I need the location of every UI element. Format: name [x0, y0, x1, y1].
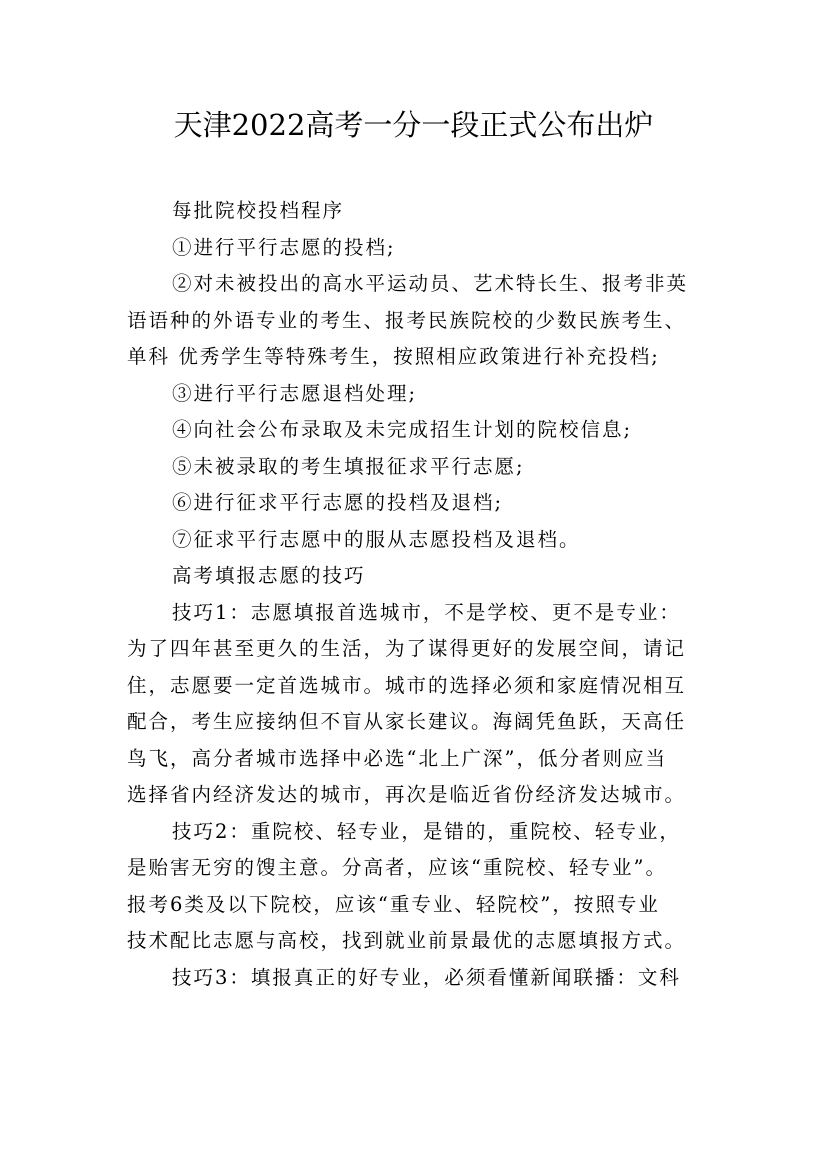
text-line: ⑤未被录取的考生填报征求平行志愿; — [172, 454, 525, 478]
paragraph-3 — [127, 266, 717, 376]
text-line: ⑦征求平行志愿中的服从志愿投档及退档。 — [172, 527, 581, 551]
paragraph-12 — [127, 960, 717, 997]
paragraph-6 — [127, 449, 717, 486]
text-line: 是贻害无穷的馊主意。分高者，应该“重院校、轻专业”。 — [127, 856, 667, 879]
text-line: 技术配比志愿与高校，找到就业前景最优的志愿填报方式。 — [127, 929, 687, 952]
text-line: ②对未被投出的高水平运动员、艺术特长生、报考非英 — [172, 272, 689, 295]
paragraph-2 — [127, 230, 717, 267]
paragraph-4 — [127, 376, 717, 413]
text-line: 单科 优秀学生等特殊考生，按照相应政策进行补充投档; — [127, 345, 660, 368]
text-line: 语语种的外语专业的考生、报考民族院校的少数民族考生、 — [127, 308, 687, 332]
paragraph-10 — [127, 595, 717, 814]
text-line: 技巧3：填报真正的好专业，必须看懂新闻联播：文科 — [172, 965, 681, 989]
text-line: 技巧2：重院校、轻专业，是错的，重院校、轻专业， — [172, 819, 681, 843]
paragraph-11 — [127, 814, 717, 960]
text-line: 为了四年甚至更久的生活，为了谋得更好的发展空间，请记 — [127, 637, 687, 660]
paragraph-9 — [127, 558, 717, 595]
paragraph-5 — [127, 412, 717, 449]
text-line: ①进行平行志愿的投档; — [172, 235, 396, 259]
text-line: 每批院校投档程序 — [172, 199, 345, 222]
text-line: ④向社会公布录取及未完成招生计划的院校信息; — [172, 418, 633, 441]
document-title: 天津2022高考一分一段正式公布出炉 — [173, 108, 654, 142]
document-body — [127, 193, 717, 996]
text-line: 鸟飞，高分者城市选择中必选“北上广深”，低分者则应当 — [127, 746, 667, 770]
text-line: 高考填报志愿的技巧 — [172, 564, 366, 587]
text-line: 配合，考生应接纳但不盲从家长建议。海阔凭鱼跃，天高任 — [127, 710, 687, 733]
text-line: 住，志愿要一定首选城市。城市的选择必须和家庭情况相互 — [127, 673, 687, 697]
text-line: 技巧1：志愿填报首选城市，不是学校、更不是专业： — [172, 600, 681, 624]
paragraph-7 — [127, 485, 717, 522]
text-line: 选择省内经济发达的城市，再次是临近省份经济发达城市。 — [127, 783, 687, 806]
text-line: 报考6类及以下院校，应该“重专业、轻院校”，按照专业 — [127, 892, 660, 916]
text-line: ⑥进行征求平行志愿的投档及退档; — [172, 491, 504, 514]
paragraph-8 — [127, 522, 717, 559]
paragraph-1 — [127, 193, 717, 230]
text-line: ③进行平行志愿退档处理; — [172, 381, 418, 405]
